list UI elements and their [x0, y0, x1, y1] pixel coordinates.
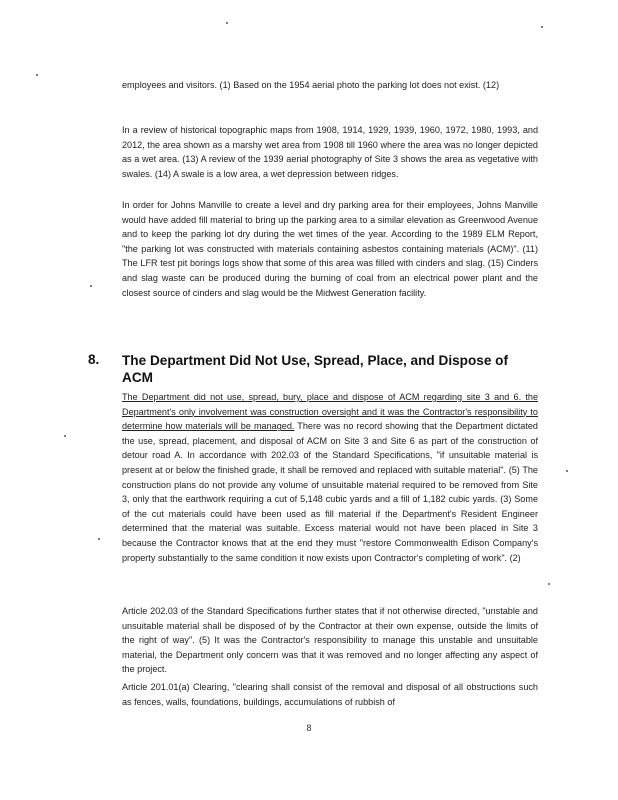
scan-speck — [64, 435, 66, 437]
scan-speck — [541, 26, 543, 28]
paragraph-3: In order for Johns Manville to create a level and dry parking area for their employees, Johns Manville would have added fill material to bring up the parking area to a similar elevation as Greenwood Avenue and to keep the parking lot dry during the wet times of the year. According to the 1989 ELM Report, "the parking lot was constructed with materials containing asbestos containing materials (ACM)". (11) The LFR test pit borings logs show that some of this area was filled with cinders and slag. (15) Cinders and slag waste can be produced during the burning of coal from an electrical power plant and the closest source of cinders and slag would be the Midwest Generation facility. — [122, 200, 538, 298]
paragraph-4-rest: There was no record showing that the Department dictated the use, spread, placement, and disposal of ACM on Site 3 and Site 6 as part of the construction of detour road A. In accordance with 202.03 of the Standard Specifications, "if unsuitable material is present at or below the finished grade, it shall be removed and replaced with suitable material". (5) The construction plans do not provide any volume of unsuitable material required to be removed from Site 3, only that the earthwork requiring a cut of 5,148 cubic yards and a fill of 1,182 cubic yards. (3) Some of the cut materials could have been used as fill material if the Department's Resident Engineer determined that the material was suitable. Excess material would not have been placed in Site 3 because the Contractor knows that at the end they must "restore Commonwealth Edison Company's property substantially to the same condition it now exists upon Contractor's completing of work". (2) — [122, 421, 538, 563]
scan-speck — [548, 583, 550, 585]
paragraph-5: Article 202.03 of the Standard Specifications further states that if not otherwise directed, "unstable and unsuitable material shall be disposed of by the Contractor at their own expense, outside the limits of the right of way". (5) It was the Contractor's responsibility to manage this unstable and unsuitable material, the Department only concern was that it was removed and no longer affecting any aspect of the project. — [122, 606, 538, 675]
paragraph-4 — [122, 390, 538, 565]
scan-speck — [566, 470, 568, 472]
paragraph-6: Article 201.01(a) Clearing, "clearing shall consist of the removal and disposal of all obstructions such as fences, walls, foundations, buildings, accumulations of rubbish of — [122, 682, 538, 707]
scan-speck — [90, 285, 92, 287]
scan-speck — [226, 22, 228, 24]
scan-speck — [98, 538, 100, 540]
paragraph-2: In a review of historical topographic maps from 1908, 1914, 1929, 1939, 1960, 1972, 1980, 1993, and 2012, the area shown as a marshy wet area from 1908 till 1960 where the area was no longer depicted as a wet area. (13) A review of the 1939 aerial photography of Site 3 shows the area as vegetative with swales. (14) A swale is a low area, a wet depression between ridges. — [122, 125, 538, 179]
paragraph-1: employees and visitors. (1) Based on the 1954 aerial photo the parking lot does not exist. (12) — [122, 80, 500, 90]
scan-speck — [36, 74, 38, 76]
page-number: 8 — [306, 723, 312, 733]
section-number: 8. — [88, 352, 100, 367]
paragraph-4-underlined: The Department did not use, spread, bury, place and dispose of ACM regarding site 3 and 6. the Department's only involvement was construction oversight and it was the Contractor's responsibility to determine how materials will be managed. — [122, 392, 538, 432]
section-heading: The Department Did Not Use, Spread, Place, and Dispose of ACM — [122, 353, 508, 385]
